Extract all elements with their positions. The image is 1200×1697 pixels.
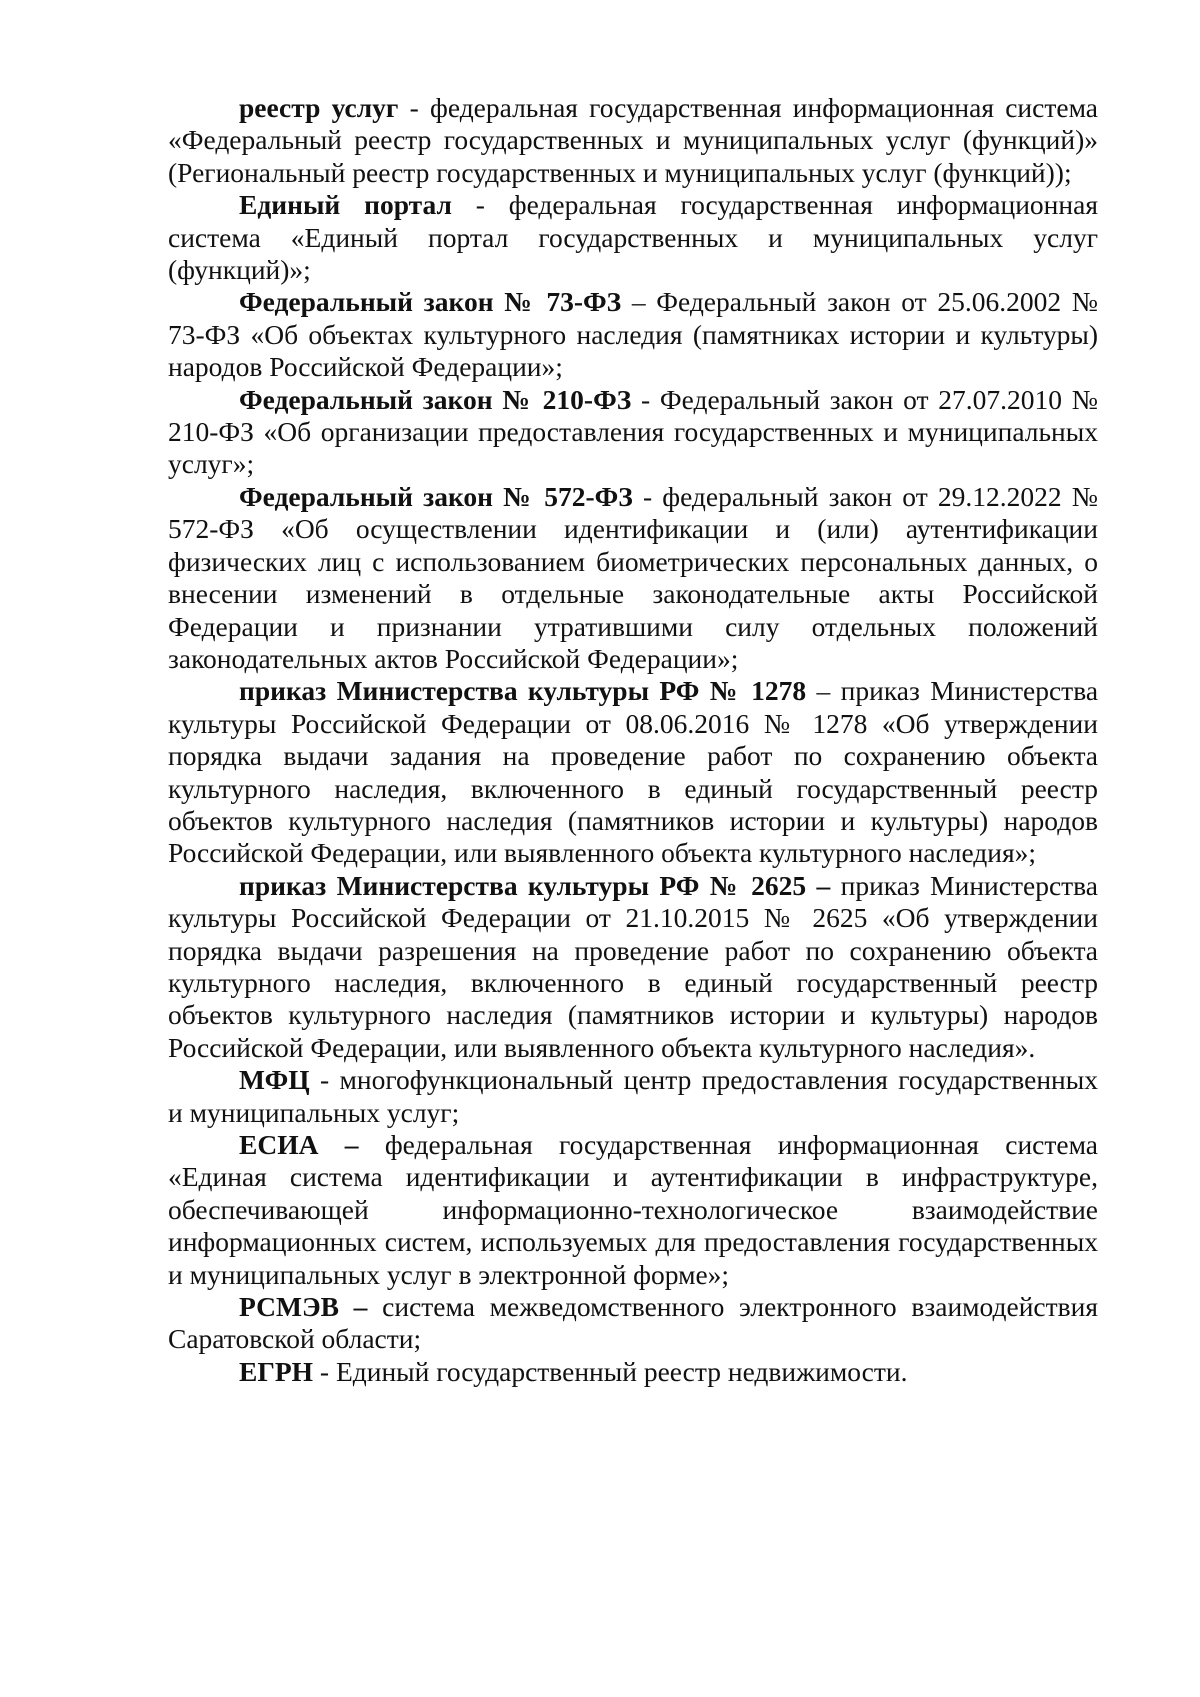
- definition-separator: [359, 1129, 385, 1160]
- document-page: [168, 92, 1098, 1388]
- definition-separator: –: [621, 286, 657, 318]
- definition-term: РСМЭВ –: [239, 1291, 368, 1323]
- definition-paragraph-mfc: [168, 1064, 1098, 1129]
- definition-text: Федеральный закон от 27.07.2010 № 210-ФЗ «Об организации предоставления государственных и муниципальных услуг»;: [168, 383, 1098, 480]
- definition-term: Федеральный закон № 572-ФЗ: [239, 480, 633, 512]
- definition-separator: -: [313, 1355, 336, 1387]
- definition-separator: -: [451, 189, 509, 221]
- definition-paragraph-law-572: [168, 481, 1098, 675]
- definition-paragraph-registry: [168, 92, 1098, 189]
- definition-text: приказ Министерства культуры Российской Федерации от 21.10.2015 № 2625 «Об утверждении порядка выдачи разрешения на проведение работ по сохранению объекта культурного наследия, включенного в единый государственный реестр объектов культурного наследия (памятников истории и культуры) народов Российской Федерации, или выявленного объекта культурного наследия».: [168, 869, 1099, 1063]
- definition-term: реестр услуг: [239, 92, 399, 123]
- definition-paragraph-rsmev: [168, 1291, 1098, 1356]
- definition-text: федеральная государственная информационная система «Единый портал государственных и муниципальных услуг (функций)»;: [168, 189, 1098, 286]
- definition-text: Единый государственный реестр недвижимости.: [335, 1355, 908, 1387]
- definition-text: приказ Министерства культуры Российской Федерации от 08.06.2016 № 1278 «Об утверждении порядка выдачи задания на проведение работ по сохранению объекта культурного наследия, включенного в единый государственный реестр объектов культурного наследия (памятников истории и культуры) народов Российской Федерации, или выявленного объекта культурного наследия»;: [168, 675, 1099, 869]
- definition-term: ЕСИА –: [239, 1129, 359, 1160]
- definition-paragraph-order-2625: [168, 870, 1098, 1064]
- definition-separator: -: [631, 383, 660, 415]
- definition-term: ЕГРН: [239, 1355, 314, 1387]
- definition-text: многофункциональный центр предоставления государственных и муниципальных услуг;: [168, 1064, 1098, 1128]
- definition-paragraph-order-1278: [168, 675, 1098, 869]
- definition-separator: -: [632, 480, 663, 512]
- definition-paragraph-law-73: [168, 286, 1098, 383]
- definition-term: Федеральный закон № 73-ФЗ: [239, 286, 622, 318]
- definition-term: приказ Министерства культуры РФ № 2625 –: [239, 869, 831, 901]
- definition-text: Федеральный закон от 25.06.2002 № 73-ФЗ «Об объектах культурного наследия (памятниках истории и культуры) народов Российской Федерации»;: [168, 286, 1098, 383]
- definition-separator: [367, 1291, 382, 1322]
- definition-text: федеральная государственная информационная система «Единая система идентификации и аутентификации в инфраструктуре, обеспечивающей информационно-технологическое взаимодействие информационных систем, используемых для предоставления государственных и муниципальных услуг в электронной форме»;: [168, 1129, 1099, 1290]
- definition-term: приказ Министерства культуры РФ № 1278: [239, 675, 807, 707]
- definition-paragraph-unified-portal: [168, 189, 1098, 286]
- definition-text: система межведомственного электронного взаимодействия Саратовской области;: [168, 1291, 1099, 1355]
- definition-separator: -: [398, 92, 431, 123]
- definition-term: Единый портал: [239, 189, 452, 221]
- definition-paragraph-egrn: [168, 1356, 1098, 1388]
- definition-paragraph-law-210: [168, 384, 1098, 481]
- definition-separator: [830, 870, 840, 901]
- definition-paragraph-esia: [168, 1129, 1098, 1291]
- definition-term: МФЦ: [239, 1064, 310, 1096]
- definition-text: федеральный закон от 29.12.2022 № 572-ФЗ «Об осуществлении идентификации и (или) аутентификации физических лиц с использованием биометрических персональных данных, о внесении изменений в отдельные законодательные акты Российской Федерации и признании утратившими силу отдельных положений законодательных актов Российской Федерации»;: [168, 480, 1098, 674]
- definition-separator: –: [806, 675, 841, 707]
- definition-term: Федеральный закон № 210-ФЗ: [239, 383, 632, 415]
- definition-text: федеральная государственная информационная система «Федеральный реестр государственных и муниципальных услуг (функций)» (Региональный реестр государственных и муниципальных услуг (функций));: [168, 92, 1098, 188]
- definition-separator: -: [309, 1064, 340, 1096]
